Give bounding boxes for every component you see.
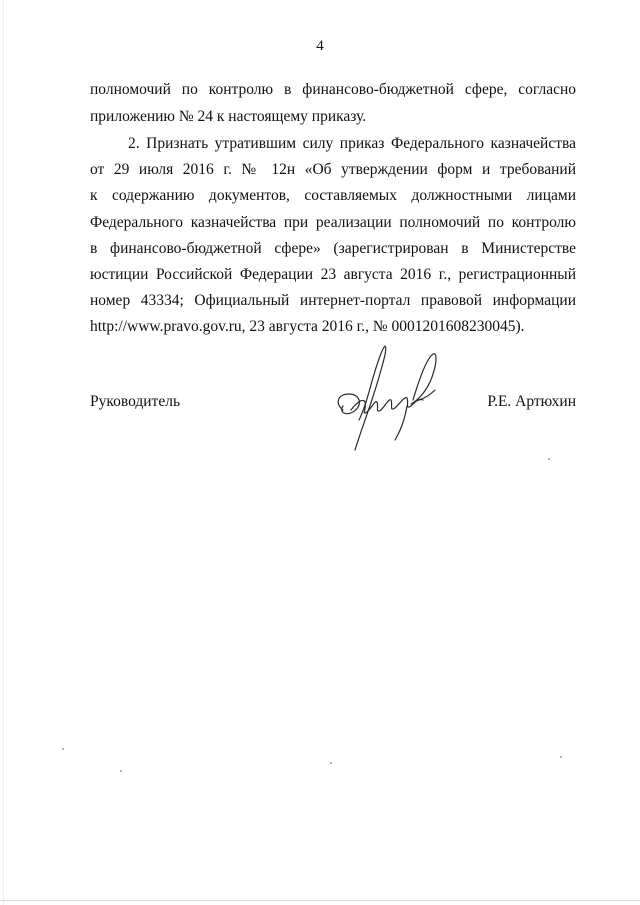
body-line-4: от 29 июля 2016 г. № 12н «Об утверждении форм и требований xyxy=(90,161,576,178)
body-line-3: 2. Признать утратившим силу приказ Федерального казначейства xyxy=(128,135,576,152)
signer-position: Руководитель xyxy=(90,393,181,410)
scan-edge-bottom xyxy=(0,900,640,901)
scan-speck xyxy=(120,770,122,772)
body-line-2: приложению № 24 к настоящему приказу. xyxy=(90,108,367,125)
scan-speck xyxy=(62,748,64,750)
body-line-7: в финансово-бюджетной сфере» (зарегистрирован в Министерстве xyxy=(90,240,576,257)
scan-speck xyxy=(560,756,562,758)
body-line-9: номер 43334; Официальный интернет-портал правовой информации xyxy=(90,292,576,309)
body-line-8: юстиции Российской Федерации 23 августа 2016 г., регистрационный xyxy=(90,266,576,283)
scan-speck xyxy=(548,458,550,460)
page-number: 4 xyxy=(316,38,324,54)
body-line-1: полномочий по контролю в финансово-бюджетной сфере, согласно xyxy=(90,81,576,98)
scan-speck xyxy=(330,762,332,764)
handwritten-signature xyxy=(315,340,445,455)
signer-name: Р.Е. Артюхин xyxy=(487,393,576,410)
scan-edge-left xyxy=(3,0,4,905)
body-line-10: http://www.pravo.gov.ru, 23 августа 2016 г., № 0001201608230045). xyxy=(90,318,525,335)
body-line-6: Федерального казначейства при реализации полномочий по контролю xyxy=(90,214,576,231)
body-line-5: к содержанию документов, составляемых должностными лицами xyxy=(90,187,576,204)
